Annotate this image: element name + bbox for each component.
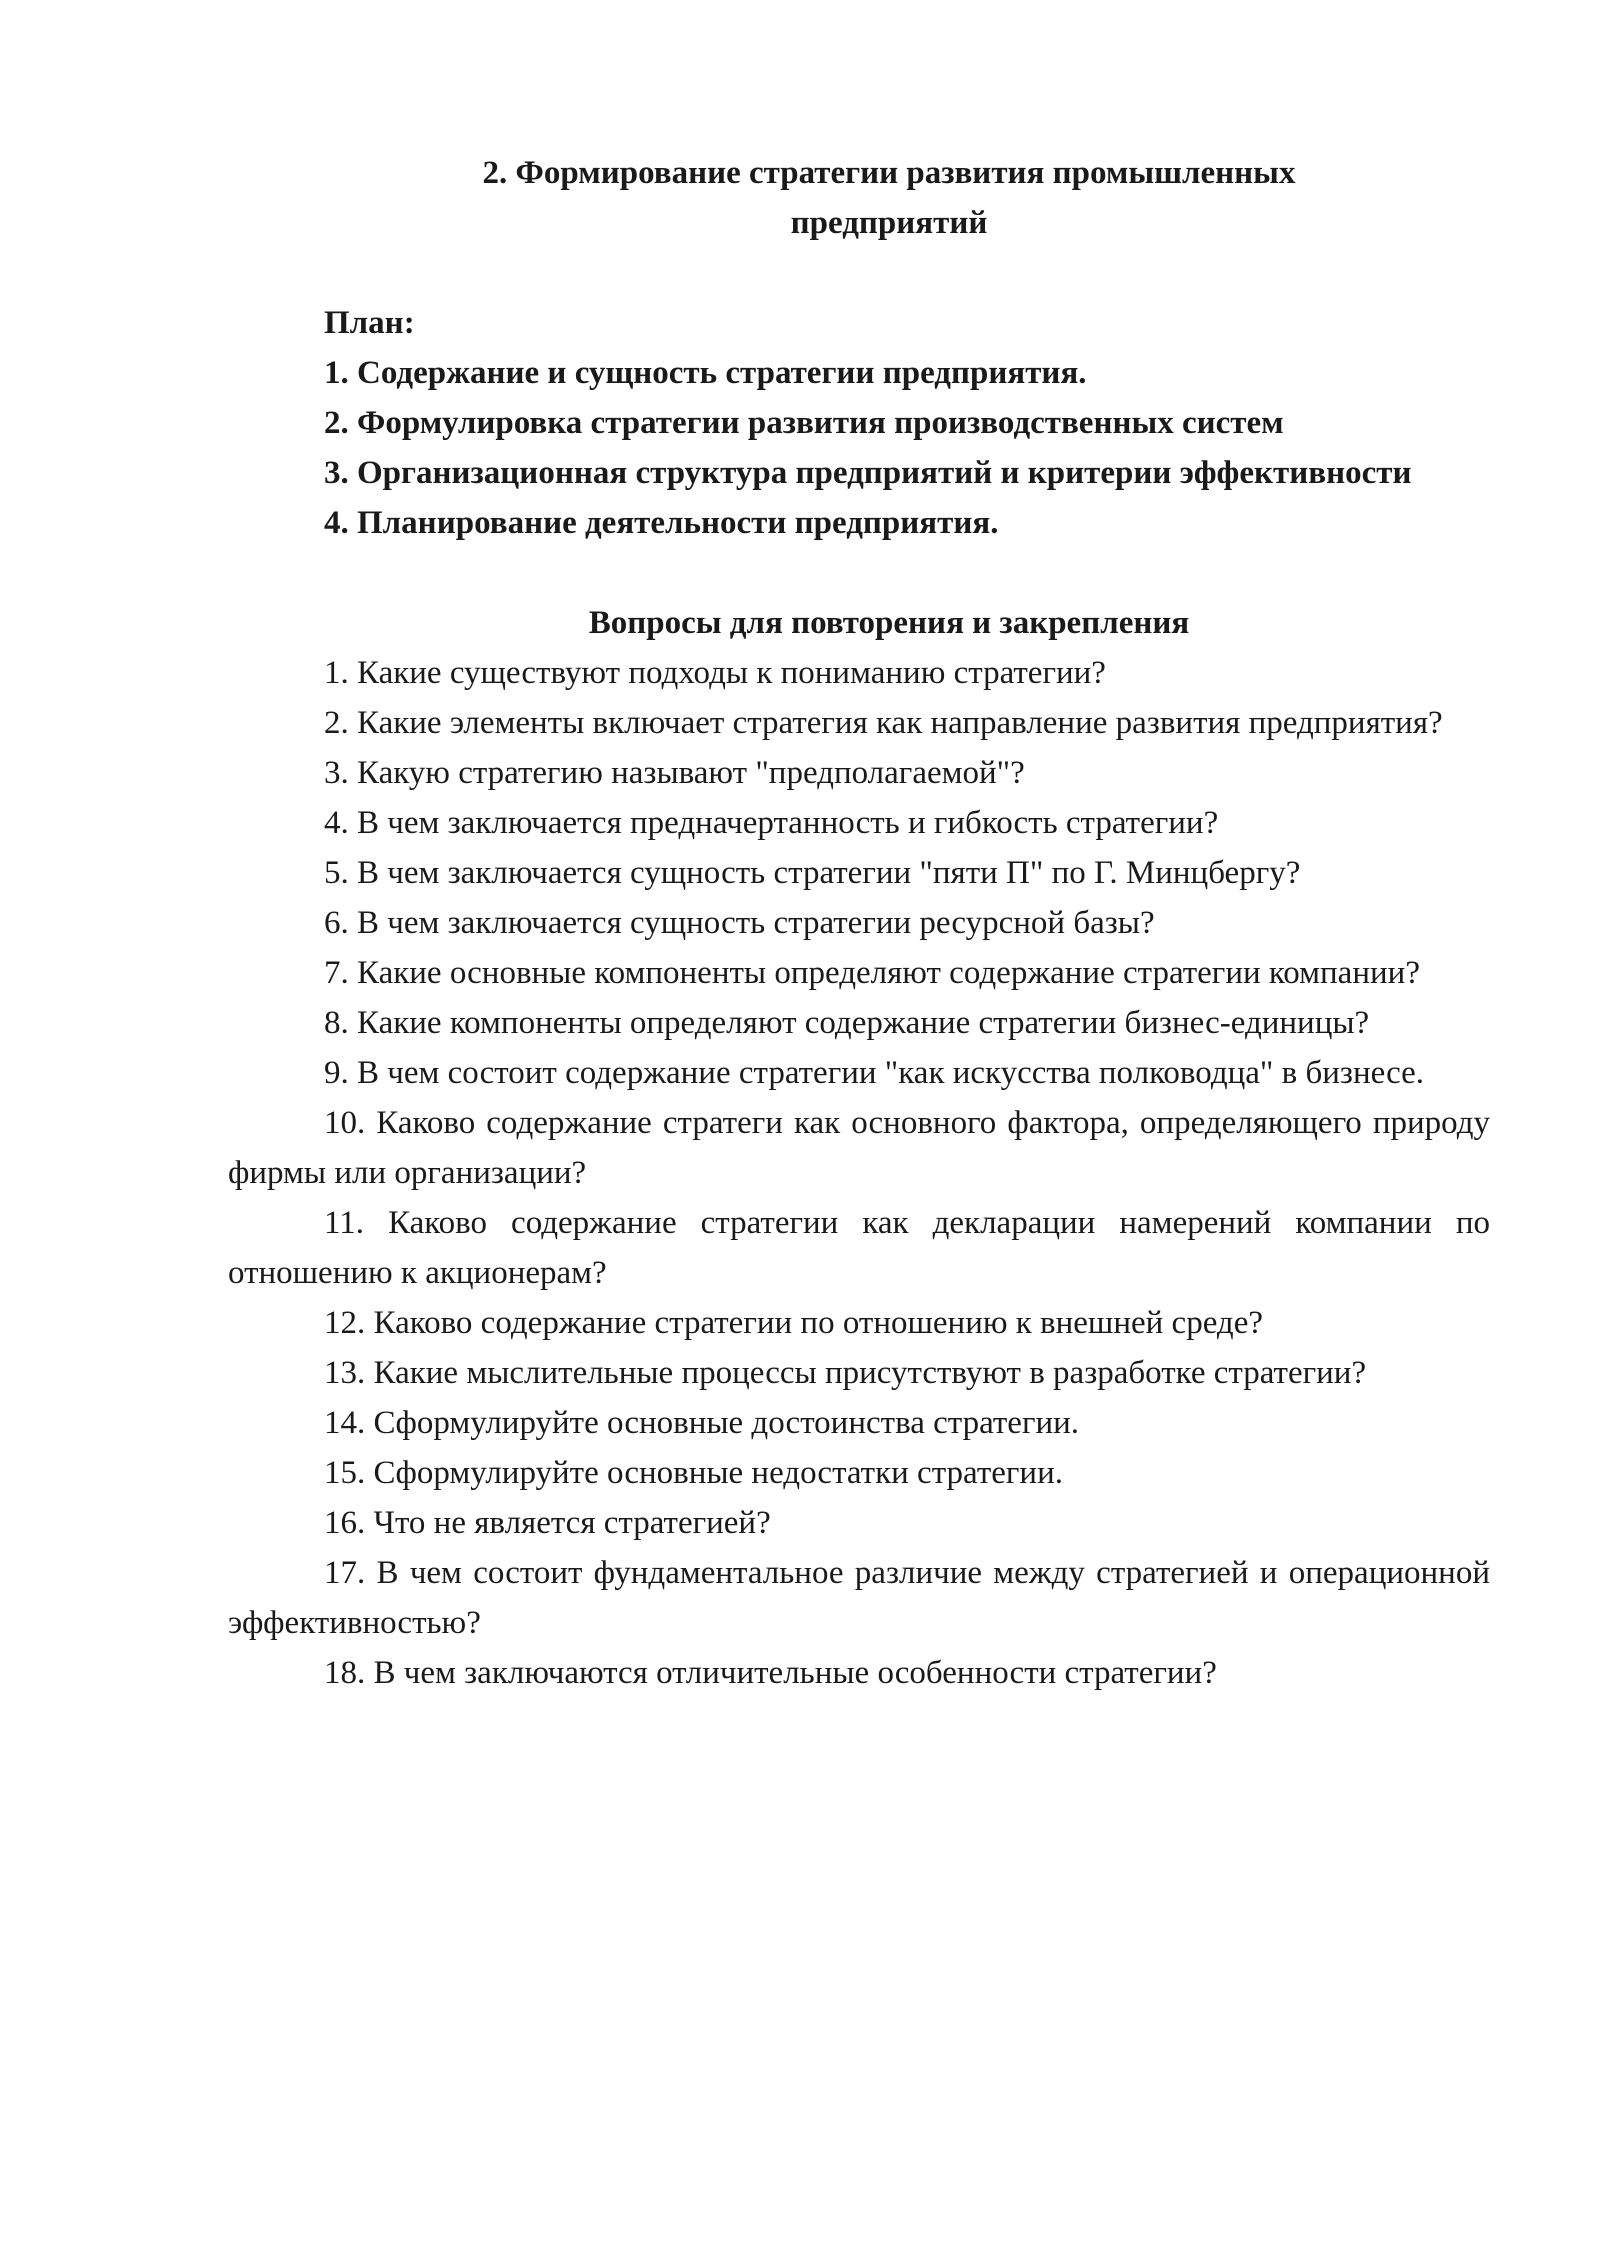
plan-item: 3. Организационная структура предприятий и критерии эффективности (324, 455, 1412, 491)
question-item: 16. Что не является стратегией? (324, 1505, 771, 1541)
question-item: 17. В чем состоит фундаментальное различие между стратегией и операционной эффективностью? (228, 1555, 1490, 1641)
question-item: 14. Сформулируйте основные достоинства стратегии. (324, 1405, 1080, 1441)
title-line-2: предприятий (790, 205, 988, 241)
plan-item: 2. Формулировка стратегии развития производственных систем (324, 405, 1284, 441)
question-item: 10. Каково содержание стратеги как основного фактора, определяющего природу фирмы или организации? (228, 1105, 1490, 1191)
question-item: 4. В чем заключается предначертанность и гибкость стратегии? (324, 805, 1219, 841)
question-item: 5. В чем заключается сущность стратегии "пяти П" по Г. Минцбергу? (324, 855, 1301, 891)
question-item: 6. В чем заключается сущность стратегии ресурсной базы? (324, 905, 1155, 941)
plan-item: 1. Содержание и сущность стратегии предприятия. (324, 355, 1087, 391)
questions-section (228, 598, 1490, 1698)
question-item: 3. Какую стратегию называют "предполагаемой"? (324, 755, 1025, 791)
question-item: 12. Каково содержание стратегии по отношению к внешней среде? (324, 1305, 1264, 1341)
plan-item: 4. Планирование деятельности предприятия. (324, 505, 999, 541)
question-item: 11. Каково содержание стратегии как декларации намерений компании по отношению к акционерам? (228, 1205, 1490, 1291)
plan-section (228, 298, 1490, 548)
question-item: 1. Какие существуют подходы к пониманию стратегии? (324, 655, 1106, 691)
question-item: 9. В чем состоит содержание стратегии "как искусства полководца" в бизнесе. (324, 1055, 1425, 1091)
title-line-1: 2. Формирование стратегии развития промышленных (482, 155, 1296, 191)
question-item: 18. В чем заключаются отличительные особенности стратегии? (324, 1655, 1217, 1691)
question-item: 2. Какие элементы включает стратегия как направление развития предприятия? (324, 705, 1443, 741)
question-item: 7. Какие основные компоненты определяют содержание стратегии компании? (324, 955, 1420, 991)
question-item: 13. Какие мыслительные процессы присутствуют в разработке стратегии? (324, 1355, 1367, 1391)
questions-heading: Вопросы для повторения и закрепления (588, 605, 1190, 641)
question-item: 8. Какие компоненты определяют содержание стратегии бизнес-единицы? (324, 1005, 1370, 1041)
document-page (228, 148, 1490, 1698)
plan-heading: План: (324, 305, 415, 341)
question-item: 15. Сформулируйте основные недостатки стратегии. (324, 1455, 1063, 1491)
document-title (228, 148, 1490, 248)
